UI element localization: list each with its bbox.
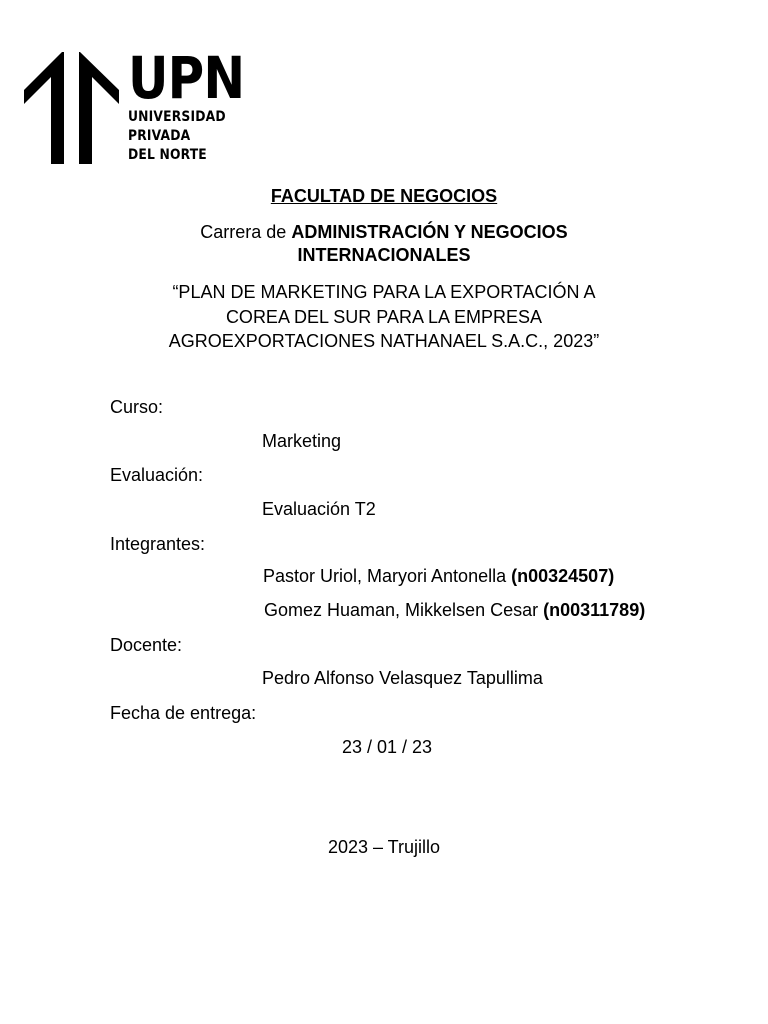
members-label: Integrantes: (110, 534, 206, 554)
faculty-heading: FACULTAD DE NEGOCIOS (270, 186, 498, 206)
logo-line-1: UNIVERSIDAD (128, 109, 226, 125)
member-name: Pastor Uriol, Maryori Antonella (263, 566, 507, 586)
delivery-label: Fecha de entrega: (110, 703, 257, 723)
upn-arrow-logo-icon (24, 52, 119, 164)
logo-line-2: PRIVADA (128, 128, 191, 144)
delivery-date: 23 / 01 / 23 (342, 737, 433, 757)
career-name-line-1: ADMINISTRACIÓN Y NEGOCIOS (291, 222, 568, 242)
logo-line-3: DEL NORTE (128, 147, 207, 163)
member-name: Gomez Huaman, Mikkelsen Cesar (264, 600, 539, 620)
logo-brand: UPN (128, 44, 245, 112)
career-name-line-2: INTERNACIONALES (297, 245, 471, 265)
teacher-label: Docente: (110, 635, 183, 655)
title-line-1: “PLAN DE MARKETING PARA LA EXPORTACIÓN A (172, 282, 596, 302)
document-title (0, 280, 768, 354)
member-item (263, 566, 614, 587)
university-logo (24, 44, 245, 168)
title-line-2: COREA DEL SUR PARA LA EMPRESA (225, 306, 543, 327)
career-heading (0, 221, 768, 267)
member-item (264, 600, 645, 621)
logo-university-name (128, 108, 247, 165)
evaluation-value: Evaluación T2 (262, 499, 376, 519)
member-code: (n00324507) (511, 566, 615, 586)
career-prefix: Carrera de (200, 222, 292, 242)
course-value: Marketing (262, 431, 342, 451)
title-line-3: AGROEXPORTACIONES NATHANAEL S.A.C., 2023” (168, 331, 600, 351)
logo-wordmark (128, 44, 263, 165)
member-code: (n00311789) (543, 600, 646, 620)
evaluation-label: Evaluación: (110, 465, 204, 485)
teacher-value: Pedro Alfonso Velasquez Tapullima (262, 668, 543, 688)
course-label: Curso: (110, 397, 164, 417)
footer-place-year: 2023 – Trujillo (327, 837, 441, 857)
